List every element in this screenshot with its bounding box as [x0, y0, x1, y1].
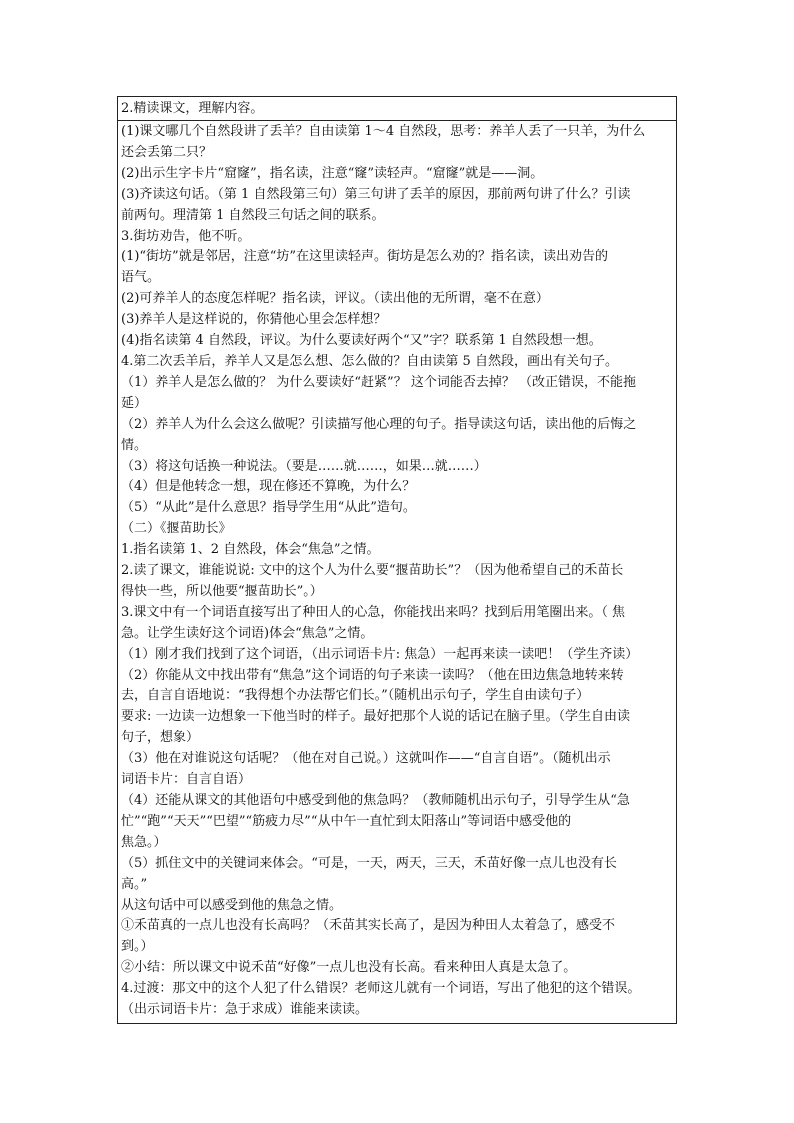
text-line: (1)课文哪几个自然段讲了丢羊？自由读第 1～4 自然段，思考：养羊人丢了一只羊，为什么 — [121, 124, 646, 139]
text-line: （4）还能从课文的其他语句中感受到他的焦急吗？（教师随机出示句子，引导学生从“急 — [121, 793, 630, 808]
text-line: ①禾苗真的一点儿也没有长高吗？（禾苗其实长高了，是因为种田人太着急了，感受不 — [121, 918, 616, 934]
text-line: （1）刚才我们找到了这个词语，（出示词语卡片: 焦急）一起再来读一读吧！（学生齐读） — [121, 646, 639, 662]
text-line: (3)齐读这句话。（第 1 自然段第三句）第三句讲了丢羊的原因，那前两句讲了什么？引读 — [121, 186, 631, 202]
text-line: 句子，想象） — [121, 730, 200, 746]
text-line: 前两句。理清第 1 自然段三句话之间的联系。 — [121, 207, 385, 223]
text-line: (4)指名读第 4 自然段，评议。为什么要读好两个“又”字？联系第 1 自然段想一想。 — [121, 333, 602, 349]
text-line: 3.课文中有一个词语直接写出了种田人的心急，你能找出来吗？找到后用笔圈出来。（ 焦 — [121, 604, 626, 620]
text-line: 1.指名读第 1、2 自然段，体会“焦急”之情。 — [121, 542, 380, 558]
text-line: 3.街坊劝告，他不听。 — [121, 228, 251, 244]
text-line: 从这句话中可以感受到他的焦急之情。 — [121, 897, 343, 913]
text-line: 情。 — [121, 437, 148, 453]
text-line: 2.读了课文，谁能说说: 文中的这个人为什么要“揠苗助长”？（因为他希望自己的禾苗长 — [121, 563, 624, 579]
text-line: 还会丢第二只？ — [121, 144, 213, 160]
text-line: （3）将这句话换一种说法。（要是……就……，如果…就……） — [121, 458, 487, 474]
text-line: 高。” — [121, 876, 148, 892]
text-line: （2）养羊人为什么会这么做呢？引读描写他心理的句子。指导读这句话，读出他的后悔之 — [121, 416, 637, 432]
text-line: 延） — [121, 395, 148, 411]
text-line: 到。） — [121, 939, 154, 955]
section-header: 2.精读课文，理解内容。 — [118, 97, 676, 121]
text-line: （出示词语卡片：急于求成）谁能来读读。 — [121, 1002, 369, 1018]
text-line: (2)可养羊人的态度怎样呢？指名读，评议。（读出他的无所谓，毫不在意） — [121, 291, 549, 307]
text-line: ②小结：所以课文中说禾苗“好像”一点儿也没有长高。看来种田人真是太急了。 — [121, 960, 577, 976]
lesson-plan-table — [117, 96, 677, 1024]
text-line: 要求: 一边读一边想象一下他当时的样子。最好把那个人说的话记在脑子里。（学生自由读 — [121, 709, 631, 725]
text-line: (1)“街坊”就是邻居，注意“坊”在这里读轻声。街坊是怎么劝的？指名读，读出劝告的 — [121, 249, 608, 265]
text-line: （二）《揠苗助长》 — [121, 521, 232, 537]
text-line: 词语卡片：自言自语） — [121, 772, 252, 788]
text-line: （5）“从此”是什么意思？指导学生用“从此”造句。 — [121, 500, 416, 516]
text-line: 语气。 — [121, 270, 161, 286]
text-line: 忙”“跑”“天天”“巴望”“筋疲力尽”“从中午一直忙到太阳落山”等词语中感受他的 — [121, 813, 572, 829]
text-line: 急。让学生读好这个词语)体会“焦急”之情。 — [121, 625, 374, 641]
text-line: （4）但是他转念一想，现在修还不算晚，为什么？ — [121, 479, 416, 495]
text-line: 得快一些，所以他要“揠苗助长”。） — [121, 583, 323, 599]
text-line: 4.过渡：那文中的这个人犯了什么错误？老师这儿就有一个词语，写出了他犯的这个错误。 — [121, 981, 641, 997]
text-line: （1）养羊人是怎么做的？ 为什么要读好“赶紧”？ 这个词能否去掉？ （改正错误，不能拖 — [121, 374, 636, 390]
text-line: 焦急。） — [121, 834, 167, 850]
text-line: 去，自言自语地说：“我得想个办法帮它们长。”（随机出示句子，学生自由读句子） — [121, 688, 590, 704]
text-line: 4.第二次丢羊后，养羊人又是怎么想、怎么做的？自由读第 5 自然段，画出有关句子。 — [121, 353, 618, 369]
text-line: （5）抓住文中的关键词来体会。“可是，一天，两天，三天，禾苗好像一点儿也没有长 — [121, 855, 617, 871]
text-line: （3）他在对谁说这句话呢？（他在对自己说。）这就叫作——“自言自语”。（随机出示 — [121, 751, 611, 767]
text-line: (3)养羊人是这样说的，你猜他心里会怎样想？ — [121, 312, 387, 328]
lesson-content-cell — [118, 121, 676, 1023]
text-line: （2）你能从文中找出带有“焦急”这个词语的句子来读一读吗？（他在田边焦急地转来转 — [121, 667, 624, 683]
text-line: (2)出示生字卡片“窟窿”，指名读，注意“窿”读轻声。“窟窿”就是——洞。 — [121, 165, 544, 181]
